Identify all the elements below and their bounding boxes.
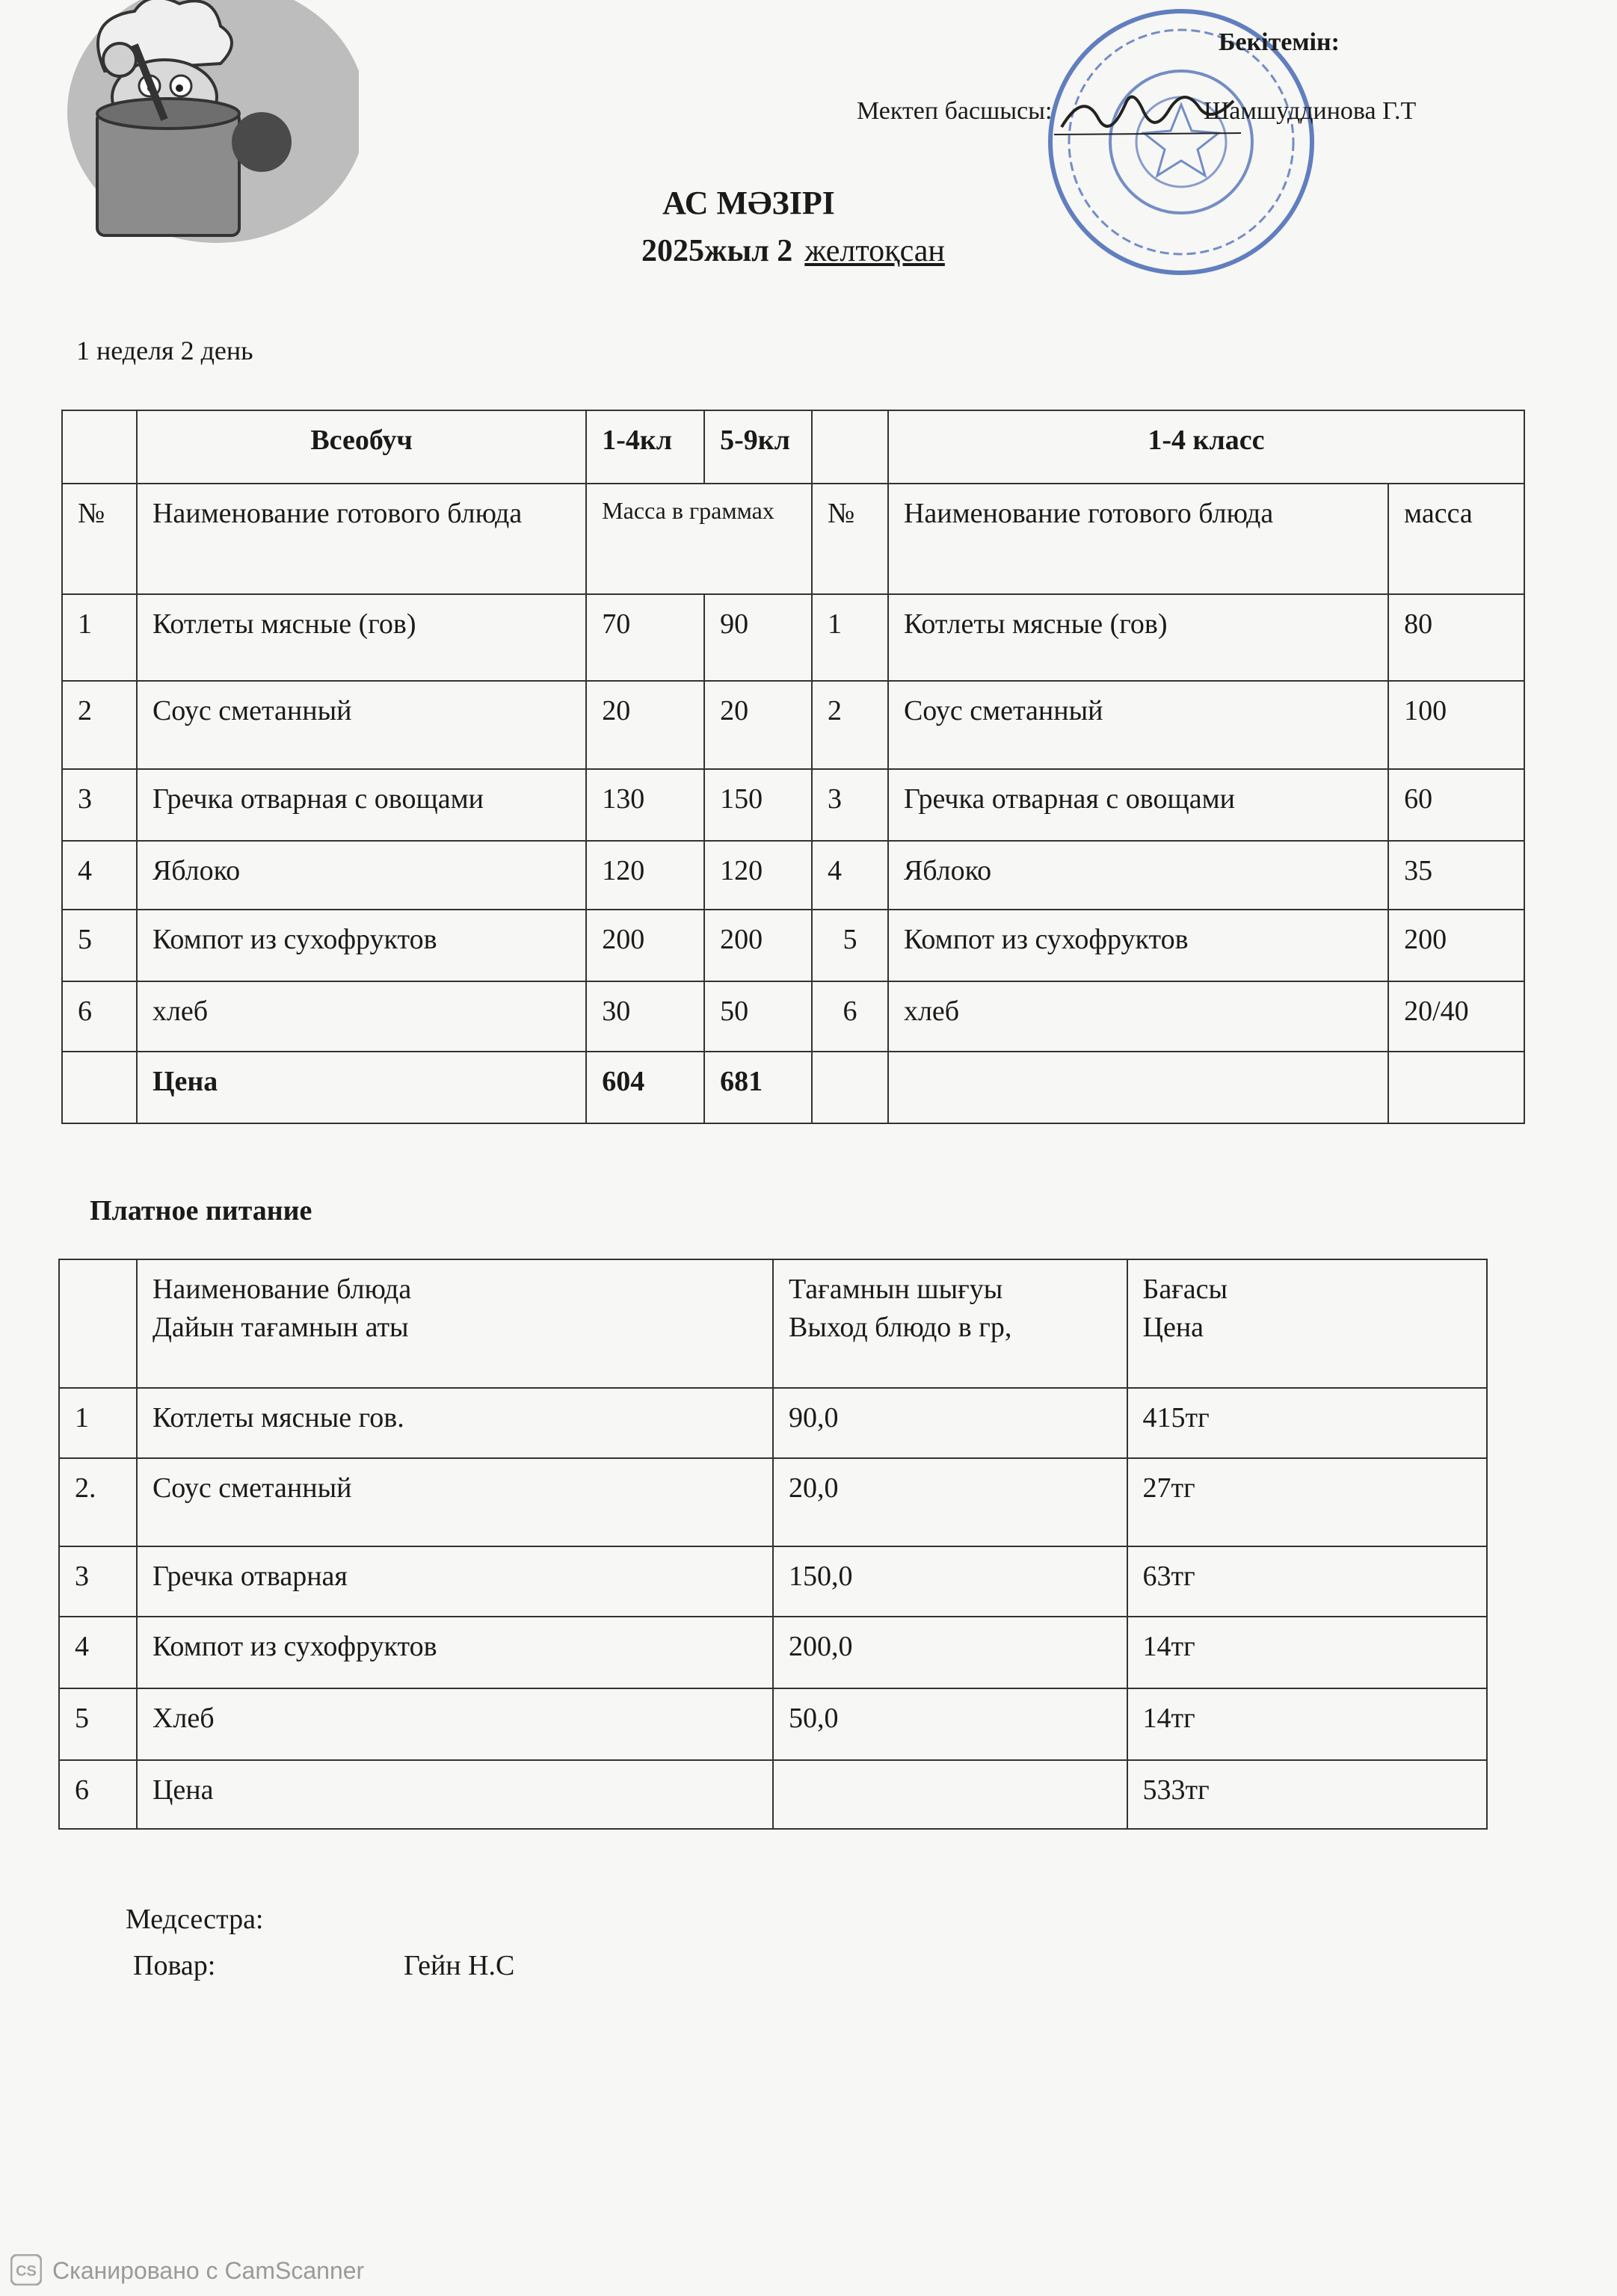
table-row: 2. Соус сметанный 20,0 27тг bbox=[59, 1458, 1487, 1546]
cook-label: Повар: bbox=[133, 1950, 216, 1981]
table-row: 5 Компот из сухофруктов 200 200 5 Компот из сухофруктов 200 bbox=[62, 910, 1524, 981]
svg-text:CS: CS bbox=[16, 2263, 37, 2280]
table-row: 3 Гречка отварная 150,0 63тг bbox=[59, 1546, 1487, 1617]
page-title: АС МӘЗІРІ bbox=[662, 185, 835, 221]
price-1-4kl: 604 bbox=[586, 1052, 704, 1123]
column-header-row bbox=[62, 484, 1524, 594]
table-row: 3 Гречка отварная с овощами 130 150 3 Гречка отварная с овощами 60 bbox=[62, 769, 1524, 841]
menu-table bbox=[61, 410, 1525, 1124]
table-row: 4 Яблоко 120 120 4 Яблоко 35 bbox=[62, 841, 1524, 910]
director-label: Мектеп басшысы: bbox=[857, 97, 1053, 125]
col-number: № bbox=[62, 484, 137, 594]
table-row: 1 Котлеты мясные (гов) 70 90 1 Котлеты мясные (гов) 80 bbox=[62, 594, 1524, 681]
col-mass-2: масса bbox=[1388, 484, 1524, 594]
col-dish-name-2: Наименование готового блюда bbox=[888, 484, 1388, 594]
paid-section-title: Платное питание bbox=[90, 1195, 312, 1226]
col-dish-name: Наименование готового блюда bbox=[137, 484, 586, 594]
group-label-1-4kl: 1-4кл bbox=[586, 410, 704, 484]
group-label-5-9kl: 5-9кл bbox=[704, 410, 812, 484]
table-row: 1 Котлеты мясные гов. 90,0 415тг bbox=[59, 1388, 1487, 1458]
table-row: 2 Соус сметанный 20 20 2 Соус сметанный 100 bbox=[62, 681, 1524, 769]
week-day-label: 1 неделя 2 день bbox=[76, 336, 253, 365]
col-number-2: № bbox=[812, 484, 888, 594]
price-label: Цена bbox=[137, 1052, 586, 1123]
table-row: 4 Компот из сухофруктов 200,0 14тг bbox=[59, 1617, 1487, 1688]
group-label-1-4-class: 1-4 класс bbox=[888, 410, 1524, 484]
cook-name: Гейн Н.С bbox=[404, 1950, 515, 1981]
approval-label: Бекітемін: bbox=[1219, 28, 1340, 56]
director-name: Шамшуддинова Г.Т bbox=[1204, 97, 1417, 125]
paid-col-name: Наименование блюда Дайын тағамнын аты bbox=[137, 1259, 773, 1388]
table-row: 5 Хлеб 50,0 14тг bbox=[59, 1688, 1487, 1760]
paid-col-yield: Тағамнын шығуы Выход блюдо в гр, bbox=[773, 1259, 1127, 1388]
paid-col-price: Бағасы Цена bbox=[1127, 1259, 1487, 1388]
col-mass-grams: Масса в граммах bbox=[586, 484, 812, 594]
paid-header-row bbox=[59, 1259, 1487, 1388]
group-label-vseobuch: Всеобуч bbox=[137, 410, 586, 484]
nurse-label: Медсестра: bbox=[126, 1904, 264, 1935]
paid-menu-table bbox=[58, 1259, 1488, 1830]
scanner-watermark: Сканировано с CamScanner bbox=[52, 2257, 365, 2284]
table-row: 6 хлеб 30 50 6 хлеб 20/40 bbox=[62, 981, 1524, 1052]
table-row: 6 Цена 533тг bbox=[59, 1760, 1487, 1829]
camscanner-logo-icon bbox=[10, 2254, 42, 2286]
menu-date: 2025жыл 2 желтоқсан bbox=[641, 234, 945, 268]
price-row bbox=[62, 1052, 1524, 1123]
price-5-9kl: 681 bbox=[704, 1052, 812, 1123]
group-header-row bbox=[62, 410, 1524, 484]
